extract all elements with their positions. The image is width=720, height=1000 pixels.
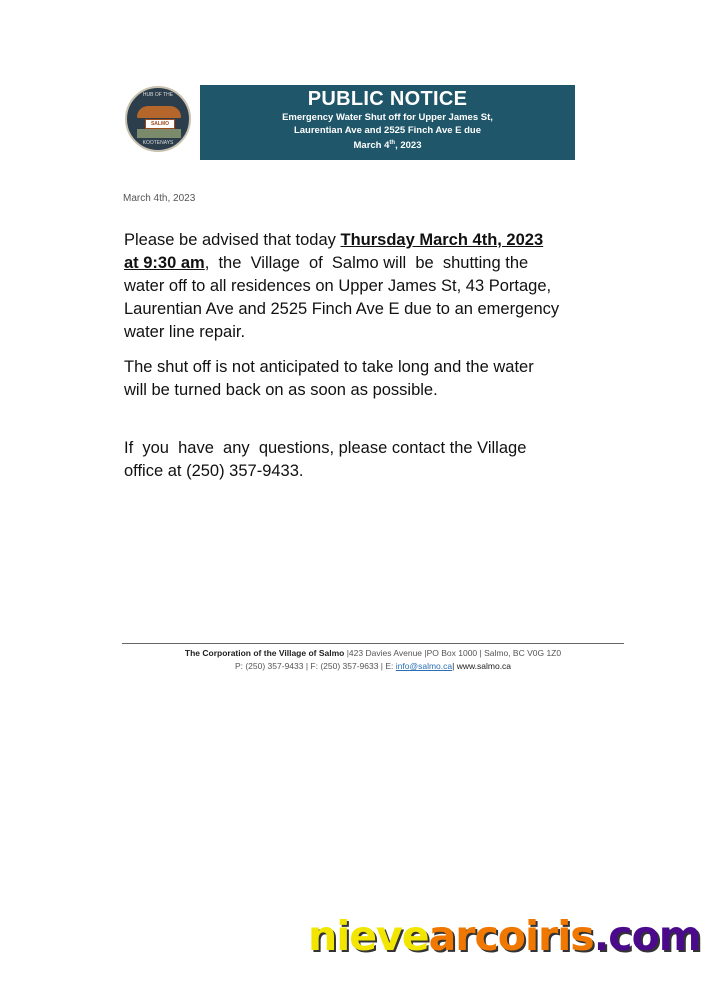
footer-email-link[interactable]: info@salmo.ca	[395, 661, 453, 671]
logo-top-text: HUB OF THE	[142, 92, 174, 98]
paragraph-3	[124, 414, 604, 483]
logo-sign-text: SALMO	[145, 119, 175, 129]
public-notice-banner	[200, 85, 575, 160]
logo-roof	[137, 106, 181, 118]
logo-bottom-text: KOOTENAYS	[142, 140, 174, 146]
banner-subtitle-line: Laurentian Ave and 2525 Finch Ave E due	[293, 125, 482, 136]
p3-line: office at (250) 357-9433.	[124, 462, 304, 480]
watermark-part3: .com	[593, 912, 701, 960]
banner-subtitle-line: Emergency Water Shut off for Upper James St,	[282, 112, 493, 123]
paragraph-2	[124, 356, 604, 402]
p2-line: will be turned back on as soon as possible.	[124, 381, 438, 399]
watermark-part2: arcoiris	[428, 912, 594, 960]
banner-title: PUBLIC NOTICE	[307, 88, 468, 110]
banner-date-main: March 4	[353, 140, 390, 152]
letterhead-footer	[122, 643, 624, 673]
p2-line: The shut off is not anticipated to take long and the water	[124, 358, 534, 376]
banner-date-sup: th	[389, 140, 396, 146]
p1-line: Laurentian Ave and 2525 Finch Ave E due to an emergency	[124, 300, 560, 318]
logo-ground	[137, 129, 181, 138]
p1-line: water off to all residences on Upper James St, 43 Portage,	[124, 277, 552, 295]
village-logo	[125, 86, 191, 152]
footer-org: The Corporation of the Village of Salmo	[184, 648, 345, 658]
p3-line: If you have any questions, please contact the Village	[124, 439, 527, 457]
footer-phones: P: (250) 357-9433 | F: (250) 357-9633 | E:	[234, 661, 396, 671]
footer-address: |423 Davies Avenue |PO Box 1000 | Salmo, BC V0G 1Z0	[344, 648, 562, 658]
banner-date	[200, 137, 575, 152]
p1-line2: , the Village of Salmo will be shutting the	[204, 254, 529, 272]
p1-intro: Please be advised that today	[124, 231, 341, 249]
notice-date: March 4th, 2023	[123, 193, 196, 204]
p1-bold-date: Thursday March 4th, 2023	[340, 231, 544, 249]
watermark-part1: nieve	[308, 912, 429, 960]
p1-line: water line repair.	[124, 323, 246, 341]
watermark	[308, 912, 700, 960]
notice-body	[124, 229, 604, 495]
banner-date-year: , 2023	[395, 140, 422, 152]
paragraph-1	[124, 229, 604, 344]
footer-website: | www.salmo.ca	[452, 661, 512, 671]
p1-bold-time: at 9:30 am	[124, 254, 205, 272]
